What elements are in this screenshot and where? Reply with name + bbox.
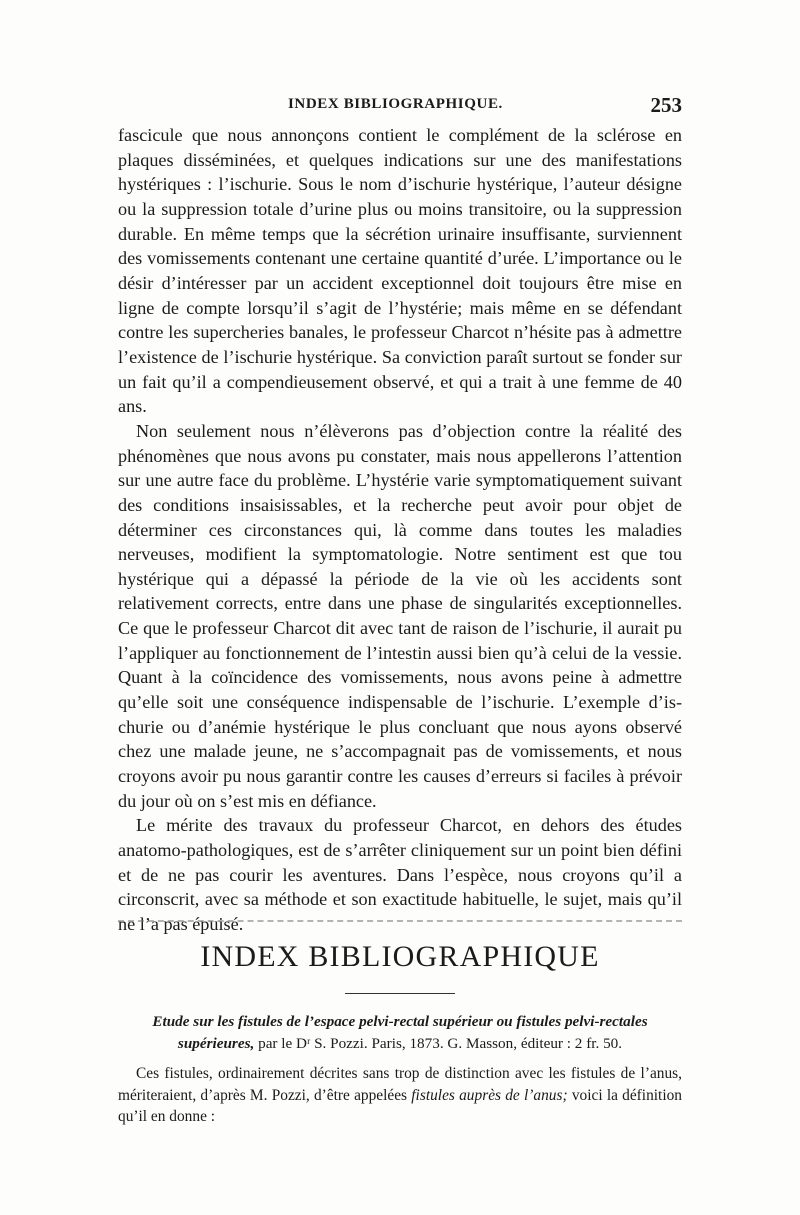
paragraph-2: Non seulement nous n’élèverons pas d’objection contre la réalité des phénomènes que nous avons pu constater, mais nous appellerons l’attention sur une autre face du problème. L’hystérie varie symptomatiquement suivant des conditions insaisissables, et la recherche peut avoir pour objet de déterminer ces circonstances qui, là comme dans toutes les maladies nerveuses, modifient la symptomatologie. Notre sentiment est que tou hystérique qui a dépassé la période de la vie où les accidents sont relativement corrects, entre dans une phase de singularités exceptionnelles. Ce que le professeur Charcot dit avec tant de raison de l’ischurie, il aurait pu l’appliquer au fonctionnement de l’intestin aussi bien qu’à celui de la vessie. Quant à la coïncidence des vomissements, nous avons peine à admettre qu’elle soit une conséquence indispensable de l’ischurie. L’exemple d’ischurie ou d’anémie hystérique le plus concluant que nous ayons observé chez une malade jeune, ne s’accompagnait pas de vomissements, et nous croyons avoir pu nous garantir contre les causes d’erreurs si faciles à prévoir du jour où on s’est mis en défiance. bbox=[118, 420, 682, 811]
dotted-divider bbox=[118, 920, 682, 922]
note-text-before: Ces fistules, ordinairement décrites sans trop de distinction avec les fistules de l’anus, mériteraient, d’après M. Pozzi, d’être appelées bbox=[118, 1065, 682, 1104]
running-title: INDEX BIBLIOGRAPHIQUE. bbox=[288, 96, 503, 112]
heading-underline bbox=[345, 993, 455, 994]
body-text bbox=[118, 123, 682, 937]
page-number: 253 bbox=[650, 93, 682, 117]
note-text-after: voici la définition qu’il en donne : bbox=[118, 1086, 682, 1125]
citation-title: Etude sur les fistules de l’espace pelvi-rectal supérieur ou fistules pelvi-rectales supérieures, bbox=[152, 1013, 648, 1052]
paragraph-3: Le mérite des travaux du professeur Charcot, en dehors des études anatomo-pathologiques, est de s’arrêter cliniquement sur un point bien défini et de ne pas courir les aventures. Dans l’espèce, nous croyons qu’il a circonscrit, avec sa méthode et son exactitude habituelle, le sujet, mais qu’il ne l’a pas épuisé. bbox=[118, 815, 682, 934]
bibliographic-citation bbox=[118, 1011, 682, 1055]
note-paragraph bbox=[118, 1063, 682, 1128]
running-head bbox=[118, 93, 682, 120]
paragraph-1: fascicule que nous annonçons contient le complément de la sclérose en plaques disséminées, et quelques indications sur une des manifestations hystériques : l’ischurie. Sous le nom d’ischurie hystérique, l’auteur désigne ou la suppression totale d’urine plus ou moins transitoire, ou la suppression durable. En même temps que la sécrétion urinaire insuffisante, surviennent des vomissements contenant une certaine quantité d’urée. L’importance ou le désir d’intéresser par un accident exceptionnel doit toujours être mise en ligne de compte lorsqu’il s’agit de l’hystérie; mais même en se défendant contre les supercheries banales, le professeur Charcot n’hésite pas à admettre l’existence de l’ischurie hystérique. Sa conviction paraît surtout se fonder sur un fait qu’il a compendieusement observé, et qui a trait à une femme de 40 ans. bbox=[118, 125, 682, 417]
citation-details: par le Dʳ S. Pozzi. Paris, 1873. G. Masson, éditeur : 2 fr. 50. bbox=[254, 1035, 623, 1052]
citation-note bbox=[118, 1063, 682, 1128]
section-heading: INDEX BIBLIOGRAPHIQUE bbox=[200, 940, 600, 973]
note-emphasis: fistules auprès de l’anus; bbox=[411, 1086, 568, 1104]
